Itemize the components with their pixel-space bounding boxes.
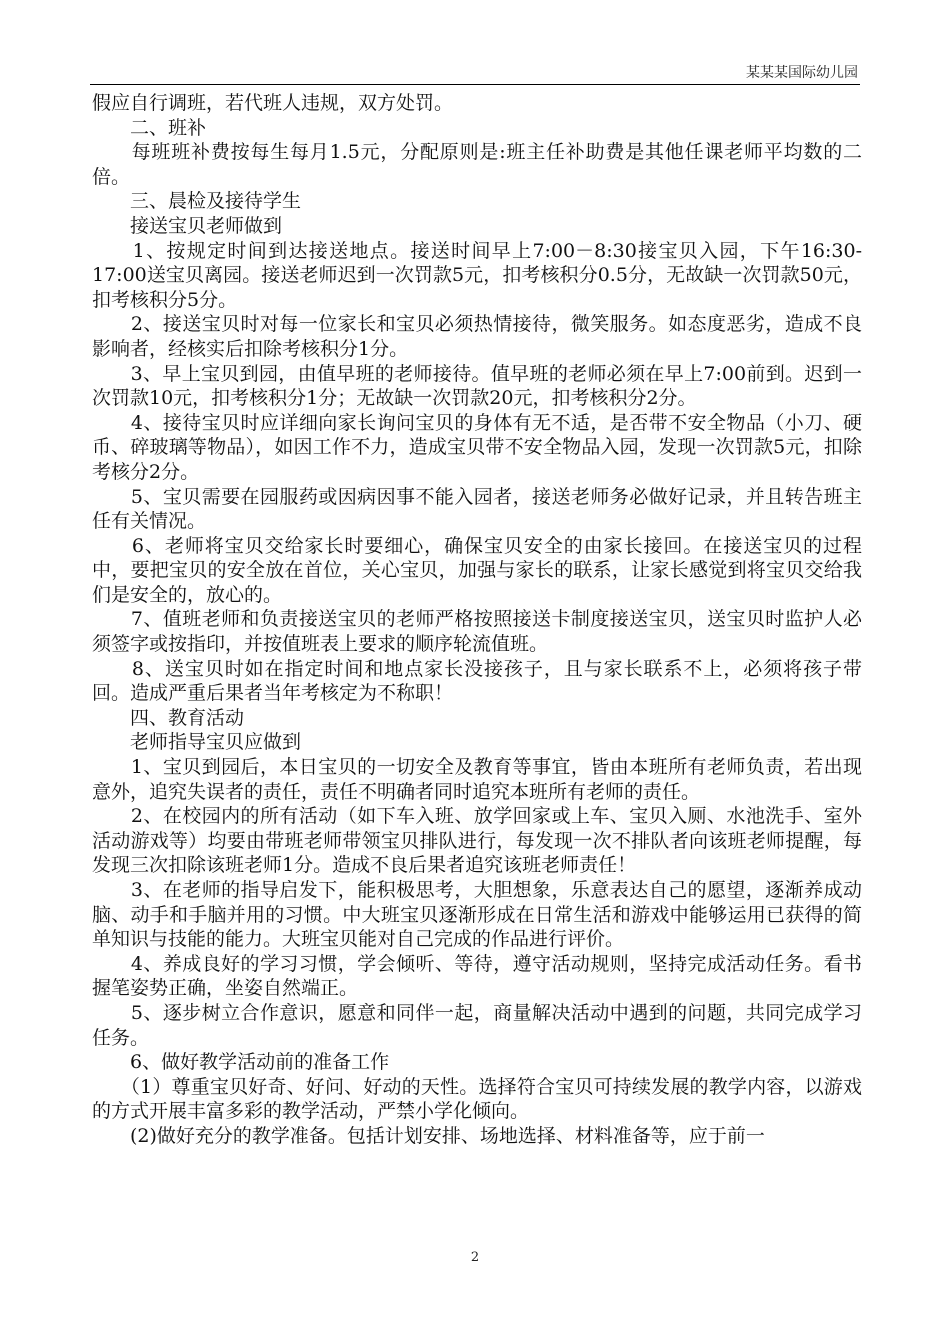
paragraph: 1、按规定时间到达接送地点。接送时间早上7:00－8:30接宝贝入园，下午16:30-17:00送宝贝离园。接送老师迟到一次罚款5元，扣考核积分0.5分，无故缺一次罚款50元，扣考核积分5分。: [92, 239, 862, 311]
page-header-org-name: 某某某国际幼儿园: [746, 65, 858, 81]
paragraph: 2、接送宝贝时对每一位家长和宝贝必须热情接待，微笑服务。如态度恶劣，造成不良影响者，经核实后扣除考核积分1分。: [92, 313, 862, 360]
paragraph: 5、宝贝需要在园服药或因病因事不能入园者，接送老师务必做好记录，并且转告班主任有关情况。: [92, 485, 862, 533]
section-heading: 三、晨检及接待学生: [92, 190, 302, 213]
paragraph: 4、养成良好的学习习惯，学会倾听、等待，遵守活动规则，坚持完成活动任务。看书握笔姿势正确，坐姿自然端正。: [92, 952, 862, 1000]
paragraph: 3、早上宝贝到园，由值早班的老师接待。值早班的老师必须在早上7:00前到。迟到一次罚款10元，扣考核积分1分；无故缺一次罚款20元，扣考核积分2分。: [92, 362, 862, 410]
paragraph: 8、送宝贝时如在指定时间和地点家长没接孩子，且与家长联系不上，必须将孩子带回。造成严重后果者当年考核定为不称职！: [92, 657, 862, 705]
subheading: 接送宝贝老师做到: [92, 214, 283, 237]
paragraph: 1、宝贝到园后，本日宝贝的一切安全及教育等事宜，皆由本班所有老师负责，若出现意外，追究失误者的责任，责任不明确者同时追究本班所有老师的责任。: [92, 756, 862, 803]
paragraph: 每班班补费按每生每月1.5元，分配原则是:班主任补助费是其他任课老师平均数的二倍。: [92, 141, 862, 188]
document-body: [92, 91, 862, 1149]
page-number: 2: [470, 1250, 480, 1265]
section-heading: 二、班补: [92, 116, 207, 139]
subheading: 6、做好教学活动前的准备工作: [92, 1051, 390, 1074]
section-heading: 四、教育活动: [92, 706, 245, 729]
paragraph: 6、老师将宝贝交给家长时要细心，确保宝贝安全的由家长接回。在接送宝贝的过程中，要把宝贝的安全放在首位，关心宝贝，加强与家长的联系，让家长感觉到将宝贝交给我们是安全的，放心的。: [92, 534, 862, 606]
paragraph: (2)做好充分的教学准备。包括计划安排、场地选择、材料准备等，应于前一: [92, 1124, 765, 1147]
paragraph: 2、在校园内的所有活动（如下车入班、放学回家或上车、宝贝入厕、水池洗手、室外活动游戏等）均要由带班老师带领宝贝排队进行，每发现一次不排队者向该班老师提醒，每发现三次扣除该班老师1分。造成不良后果者追究该班老师责任！: [92, 805, 862, 877]
subheading: 老师指导宝贝应做到: [92, 731, 302, 754]
header-divider: [90, 84, 860, 85]
paragraph: 5、逐步树立合作意识，愿意和同伴一起，商量解决活动中遇到的问题，共同完成学习任务。: [92, 1001, 862, 1049]
paragraph: （1）尊重宝贝好奇、好问、好动的天性。选择符合宝贝可持续发展的教学内容，以游戏的方式开展丰富多彩的教学活动，严禁小学化倾向。: [92, 1075, 862, 1123]
paragraph: 7、值班老师和负责接送宝贝的老师严格按照接送卡制度接送宝贝，送宝贝时监护人必须签字或按指印，并按值班表上要求的顺序轮流值班。: [92, 608, 862, 656]
paragraph: 4、接待宝贝时应详细向家长询问宝贝的身体有无不适，是否带不安全物品（小刀、硬币、碎玻璃等物品），如因工作不力，造成宝贝带不安全物品入园，发现一次罚款5元，扣除考核分2分。: [92, 411, 862, 483]
paragraph: 假应自行调班，若代班人违规，双方处罚。: [92, 92, 454, 114]
paragraph: 3、在老师的指导启发下，能积极思考，大胆想象，乐意表达自己的愿望，逐渐养成动脑、动手和手脑并用的习惯。中大班宝贝逐渐形成在日常生活和游戏中能够运用已获得的简单知识与技能的能力。大班宝贝能对自己完成的作品进行评价。: [92, 879, 862, 951]
